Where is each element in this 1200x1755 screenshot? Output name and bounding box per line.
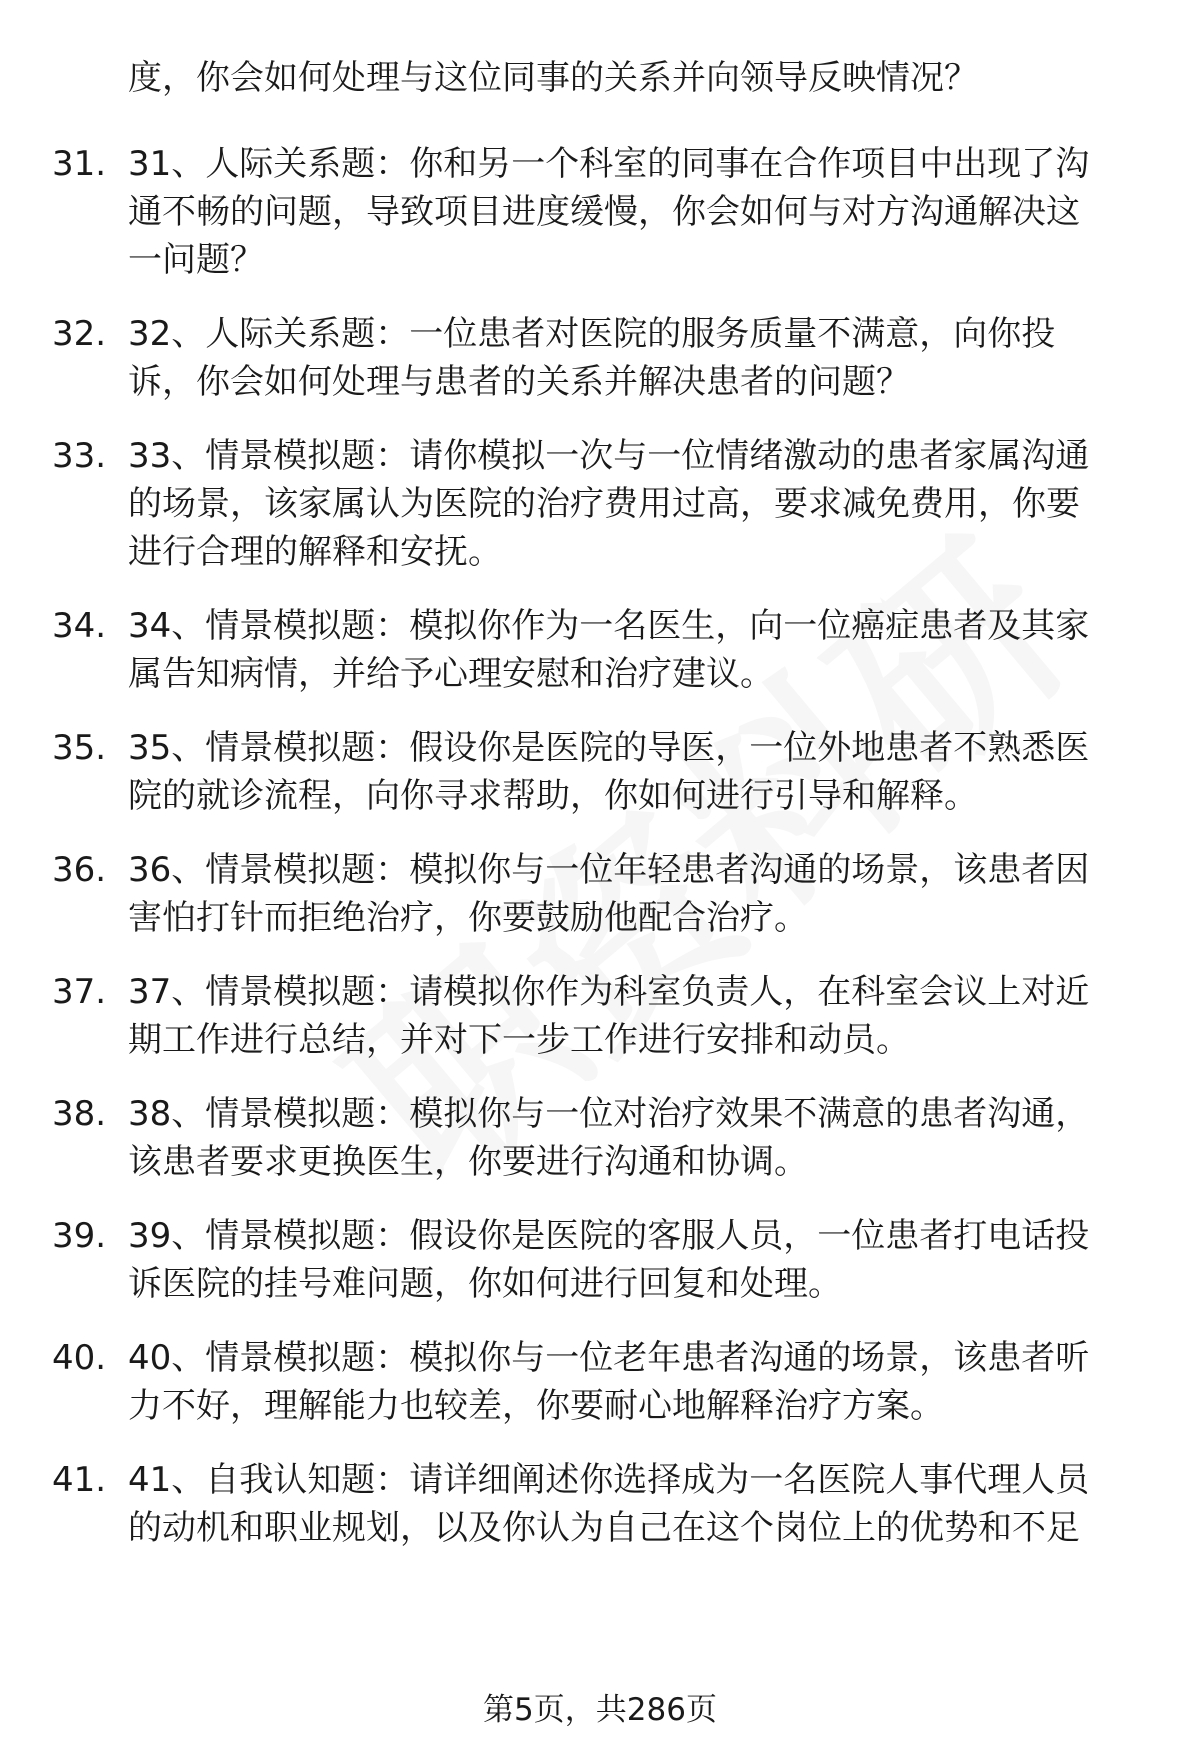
question-text: 38、情景模拟题：模拟你与一位对治疗效果不满意的患者沟通， 该患者要求更换医生，你要进行沟通和协调。 [128, 1094, 1090, 1182]
question-text: 35、情景模拟题：假设你是医院的导医，一位外地患者不熟悉医 院的就诊流程，向你寻求帮助，你如何进行引导和解释。 [128, 728, 1090, 816]
question-item [0, 1334, 1200, 1430]
question-number: 32. [52, 314, 107, 354]
question-text: 37、情景模拟题：请模拟你作为科室负责人，在科室会议上对近 期工作进行总结，并对下一步工作进行安排和动员。 [128, 972, 1090, 1060]
question-number: 37. [52, 972, 107, 1012]
question-text: 40、情景模拟题：模拟你与一位老年患者沟通的场景，该患者听 力不好，理解能力也较差，你要耐心地解释治疗方案。 [128, 1338, 1090, 1426]
question-item [0, 602, 1200, 698]
question-item [0, 724, 1200, 820]
question-list [0, 140, 1200, 1578]
question-number: 34. [52, 606, 107, 646]
question-text: 34、情景模拟题：模拟你作为一名医生，向一位癌症患者及其家 属告知病情，并给予心理安慰和治疗建议。 [128, 606, 1090, 694]
question-number: 35. [52, 728, 107, 768]
page-footer: 第5页，共286页 [483, 1692, 717, 1728]
question-number: 40. [52, 1338, 107, 1378]
question-item [0, 846, 1200, 942]
question-item [0, 140, 1200, 284]
question-item [0, 310, 1200, 406]
question-text: 33、情景模拟题：请你模拟一次与一位情绪激动的患者家属沟通 的场景，该家属认为医院的治疗费用过高，要求减免费用，你要 进行合理的解释和安抚。 [128, 436, 1090, 572]
question-number: 39. [52, 1216, 107, 1256]
question-text: 41、自我认知题：请详细阐述你选择成为一名医院人事代理人员 的动机和职业规划，以及你认为自己在这个岗位上的优势和不足 [128, 1460, 1090, 1548]
question-text: 36、情景模拟题：模拟你与一位年轻患者沟通的场景，该患者因 害怕打针而拒绝治疗，你要鼓励他配合治疗。 [128, 850, 1090, 938]
question-item [0, 1456, 1200, 1552]
question-number: 38. [52, 1094, 107, 1134]
continuation-text: 度，你会如何处理与这位同事的关系并向领导反映情况？ [128, 58, 978, 98]
question-number: 31. [52, 144, 107, 184]
question-number: 41. [52, 1460, 107, 1500]
question-text: 31、人际关系题：你和另一个科室的同事在合作项目中出现了沟 通不畅的问题，导致项目进度缓慢，你会如何与对方沟通解决这 一问题？ [128, 144, 1090, 280]
question-text: 32、人际关系题：一位患者对医院的服务质量不满意，向你投 诉，你会如何处理与患者的关系并解决患者的问题？ [128, 314, 1056, 402]
question-item [0, 432, 1200, 576]
question-item [0, 1212, 1200, 1308]
question-text: 39、情景模拟题：假设你是医院的客服人员，一位患者打电话投 诉医院的挂号难问题，你如何进行回复和处理。 [128, 1216, 1090, 1304]
question-item [0, 968, 1200, 1064]
question-number: 36. [52, 850, 107, 890]
question-item [0, 1090, 1200, 1186]
question-number: 33. [52, 436, 107, 476]
